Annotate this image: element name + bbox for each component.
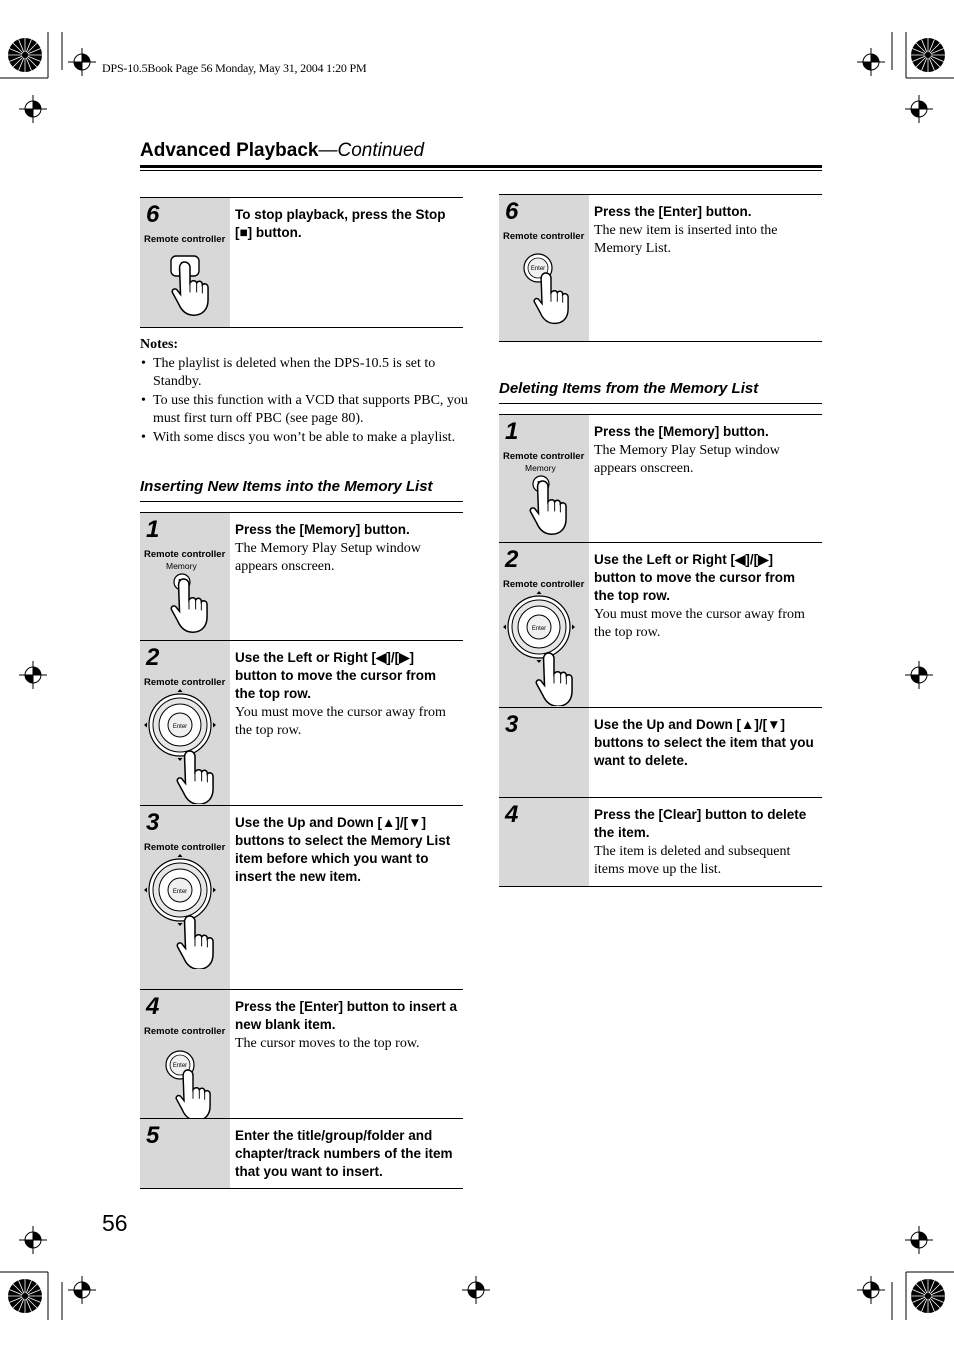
memory-button-hand-icon bbox=[170, 573, 240, 643]
step-instruction: Use the Up and Down [▲]/[▼] buttons to select the Memory List item before which you want to insert the new item. bbox=[235, 815, 451, 884]
step-instruction: Use the Left or Right [◀]/[▶] button to move the cursor from the top row. bbox=[594, 552, 796, 603]
step-number: 6 bbox=[146, 201, 160, 228]
step-number: 5 bbox=[146, 1122, 160, 1149]
section-heading-delete: Deleting Items from the Memory List bbox=[499, 380, 759, 397]
step-description: You must move the cursor away from the top row. bbox=[594, 607, 805, 640]
step-number: 3 bbox=[146, 809, 160, 836]
direction-dial-hand-icon bbox=[140, 689, 230, 804]
remote-controller-label: Remote controller bbox=[144, 549, 226, 560]
remote-controller-label: Remote controller bbox=[144, 1026, 226, 1037]
enter-label: Enter bbox=[531, 626, 547, 632]
header-rule-thin bbox=[140, 170, 822, 171]
stop-button-hand-icon bbox=[165, 252, 235, 322]
step-number: 2 bbox=[146, 644, 160, 671]
remote-controller-label: Remote controller bbox=[503, 579, 585, 590]
page-title: Advanced Playback—Continued bbox=[140, 140, 425, 161]
step-instruction: To stop playback, press the Stop [■] button. bbox=[235, 207, 446, 240]
notes-title: Notes: bbox=[140, 337, 179, 352]
remote-controller-label: Remote controller bbox=[503, 451, 585, 462]
page-number: 56 bbox=[102, 1210, 128, 1236]
remote-controller-label: Remote controller bbox=[144, 842, 226, 853]
note-item: • With some discs you won’t be able to make a playlist. bbox=[140, 429, 470, 448]
delete-step-2 bbox=[499, 542, 822, 708]
step-number: 4 bbox=[505, 801, 519, 828]
step-number: 3 bbox=[505, 711, 519, 738]
direction-dial-hand-icon bbox=[140, 854, 230, 969]
note-item: • The playlist is deleted when the DPS-10.5 is set to Standby. bbox=[140, 355, 470, 392]
insert-step-4 bbox=[140, 989, 463, 1119]
step-description: You must move the cursor away from the top row. bbox=[235, 705, 446, 738]
insert-step-5 bbox=[140, 1118, 463, 1189]
step-instruction: Press the [Clear] button to delete the item. bbox=[594, 807, 807, 840]
remote-controller-label: Remote controller bbox=[144, 234, 226, 245]
section-rule bbox=[140, 501, 463, 502]
step-instruction: Press the [Memory] button. bbox=[594, 424, 769, 439]
enter-label: Enter bbox=[530, 266, 546, 272]
step-instruction: Press the [Memory] button. bbox=[235, 522, 410, 537]
step-description: The new item is inserted into the Memory List. bbox=[594, 223, 778, 256]
section-rule bbox=[499, 403, 822, 404]
section-heading-insert: Inserting New Items into the Memory List bbox=[140, 478, 433, 495]
direction-dial-hand-icon bbox=[499, 591, 589, 706]
step-instruction: Press the [Enter] button to insert a new blank item. bbox=[235, 999, 458, 1032]
step-instruction: Enter the title/group/folder and chapter/track numbers of the item that you want to insert. bbox=[235, 1128, 453, 1179]
step-stop bbox=[140, 197, 463, 328]
enter-button-hand-icon bbox=[165, 1050, 235, 1125]
memory-button-hand-icon bbox=[529, 475, 599, 545]
note-item: • To use this function with a VCD that supports PBC, you must first turn off PBC (see page 80). bbox=[140, 392, 470, 429]
step-number: 4 bbox=[146, 993, 160, 1020]
delete-step-4 bbox=[499, 797, 822, 887]
insert-step-1 bbox=[140, 512, 463, 641]
step-number: 6 bbox=[505, 198, 519, 225]
memory-button-label: Memory bbox=[525, 463, 556, 473]
step-number: 1 bbox=[505, 418, 519, 445]
header-rule bbox=[140, 165, 822, 168]
memory-button-label: Memory bbox=[166, 561, 197, 571]
step-description: The item is deleted and subsequent items move up the list. bbox=[594, 844, 791, 877]
enter-label: Enter bbox=[172, 1063, 188, 1069]
step-instruction: Press the [Enter] button. bbox=[594, 204, 752, 219]
step-description: The Memory Play Setup window appears onscreen. bbox=[594, 443, 780, 476]
step-number: 1 bbox=[146, 516, 160, 543]
notes bbox=[140, 336, 470, 447]
step-description: The Memory Play Setup window appears onscreen. bbox=[235, 541, 421, 574]
enter-label: Enter bbox=[172, 724, 188, 730]
remote-controller-label: Remote controller bbox=[144, 677, 226, 688]
step-instruction: Use the Up and Down [▲]/[▼] buttons to select the item that you want to delete. bbox=[594, 717, 814, 768]
step-instruction: Use the Left or Right [◀]/[▶] button to move the cursor from the top row. bbox=[235, 650, 437, 701]
enter-label: Enter bbox=[172, 889, 188, 895]
insert-step-3 bbox=[140, 805, 463, 990]
delete-step-3 bbox=[499, 707, 822, 798]
step-number: 2 bbox=[505, 546, 519, 573]
print-slug: DPS-10.5Book Page 56 Monday, May 31, 2004 1:20 PM bbox=[102, 61, 367, 75]
step-description: The cursor moves to the top row. bbox=[235, 1036, 420, 1051]
remote-controller-label: Remote controller bbox=[503, 231, 585, 242]
delete-step-1 bbox=[499, 414, 822, 543]
enter-button-hand-icon bbox=[523, 253, 593, 328]
insert-step-2 bbox=[140, 640, 463, 806]
insert-step-6 bbox=[499, 194, 822, 342]
